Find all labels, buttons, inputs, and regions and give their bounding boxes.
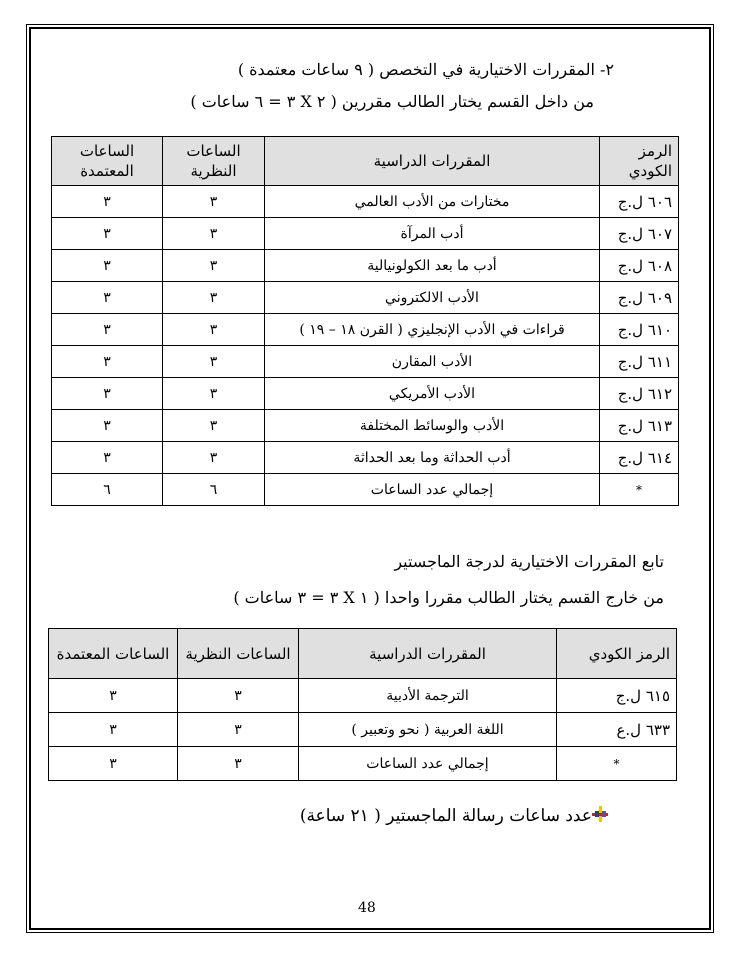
credit-hours: ٣ bbox=[49, 679, 178, 713]
course-code: ٦١٥ ل.ج bbox=[557, 679, 677, 713]
electives-table-internal bbox=[51, 136, 679, 506]
course-name: الأدب والوسائط المختلفة bbox=[265, 410, 600, 442]
table-row bbox=[52, 346, 679, 378]
header-theory-hours: الساعات النظرية bbox=[178, 629, 299, 679]
total-theory-hours: ٦ bbox=[163, 474, 265, 506]
course-name: اللغة العربية ( نحو وتعبير ) bbox=[299, 713, 557, 747]
table-header-row bbox=[52, 137, 679, 186]
credit-hours: ٣ bbox=[52, 314, 163, 346]
credit-hours: ٣ bbox=[52, 442, 163, 474]
table-row bbox=[52, 186, 679, 218]
header-theory-hours: الساعات النظرية bbox=[163, 137, 265, 186]
header-credit-hours: الساعات المعتمدة bbox=[49, 629, 178, 679]
header-course: المقررات الدراسية bbox=[299, 629, 557, 679]
section1-heading: ٢- المقررات الاختيارية في التخصص ( ٩ ساعات معتمدة ) bbox=[237, 60, 614, 79]
table-row bbox=[52, 314, 679, 346]
total-marker: * bbox=[557, 747, 677, 781]
credit-hours: ٣ bbox=[49, 713, 178, 747]
theory-hours: ٣ bbox=[163, 250, 265, 282]
course-name: قراءات في الأدب الإنجليزي ( القرن ١٨ – ١٩ ) bbox=[265, 314, 600, 346]
theory-hours: ٣ bbox=[178, 679, 299, 713]
header-code: الرمز الكودي bbox=[557, 629, 677, 679]
credit-hours: ٣ bbox=[52, 410, 163, 442]
course-code: ٦١٤ ل.ج bbox=[600, 442, 679, 474]
course-name: الأدب الالكتروني bbox=[265, 282, 600, 314]
theory-hours: ٣ bbox=[163, 442, 265, 474]
theory-hours: ٣ bbox=[163, 410, 265, 442]
table-total-row bbox=[52, 474, 679, 506]
course-code: ٦١٢ ل.ج bbox=[600, 378, 679, 410]
course-code: ٦٠٧ ل.ج bbox=[600, 218, 679, 250]
table-row bbox=[52, 378, 679, 410]
course-code: ٦٠٨ ل.ج bbox=[600, 250, 679, 282]
total-marker: * bbox=[600, 474, 679, 506]
colored-square-bullet-icon bbox=[592, 806, 608, 822]
course-name: مختارات من الأدب العالمي bbox=[265, 186, 600, 218]
course-name: الأدب المقارن bbox=[265, 346, 600, 378]
theory-hours: ٣ bbox=[163, 218, 265, 250]
table-total-row bbox=[49, 747, 677, 781]
total-label: إجمالي عدد الساعات bbox=[265, 474, 600, 506]
credit-hours: ٣ bbox=[52, 218, 163, 250]
credit-hours: ٣ bbox=[52, 378, 163, 410]
table-row bbox=[49, 713, 677, 747]
section2-subheading: من خارج القسم يختار الطالب مقررا واحدا ( ١ X ٣ = ٣ ساعات ) bbox=[233, 588, 664, 607]
course-name: أدب ما بعد الكولونيالية bbox=[265, 250, 600, 282]
table-row bbox=[52, 442, 679, 474]
course-code: ٦٠٩ ل.ج bbox=[600, 282, 679, 314]
table-row bbox=[49, 679, 677, 713]
header-course: المقررات الدراسية bbox=[265, 137, 600, 186]
page-number: 48 bbox=[358, 900, 376, 916]
theory-hours: ٣ bbox=[163, 186, 265, 218]
total-theory-hours: ٣ bbox=[178, 747, 299, 781]
credit-hours: ٣ bbox=[52, 250, 163, 282]
theory-hours: ٣ bbox=[178, 713, 299, 747]
course-code: ٦١٣ ل.ج bbox=[600, 410, 679, 442]
course-name: الترجمة الأدبية bbox=[299, 679, 557, 713]
table-header-row bbox=[49, 629, 677, 679]
theory-hours: ٣ bbox=[163, 314, 265, 346]
theory-hours: ٣ bbox=[163, 378, 265, 410]
table-row bbox=[52, 282, 679, 314]
credit-hours: ٣ bbox=[52, 346, 163, 378]
total-credit-hours: ٣ bbox=[49, 747, 178, 781]
electives-table-external bbox=[48, 628, 677, 781]
total-credit-hours: ٦ bbox=[52, 474, 163, 506]
section2-heading: تابع المقررات الاختيارية لدرجة الماجستير bbox=[394, 552, 664, 571]
credit-hours: ٣ bbox=[52, 282, 163, 314]
course-name: أدب الحداثة وما بعد الحداثة bbox=[265, 442, 600, 474]
course-code: ٦١٠ ل.ج bbox=[600, 314, 679, 346]
total-label: إجمالي عدد الساعات bbox=[299, 747, 557, 781]
course-name: أدب المرآة bbox=[265, 218, 600, 250]
course-code: ٦٠٦ ل.ج bbox=[600, 186, 679, 218]
theory-hours: ٣ bbox=[163, 282, 265, 314]
table-row bbox=[52, 250, 679, 282]
header-code: الرمز الكودي bbox=[600, 137, 679, 186]
table-row bbox=[52, 410, 679, 442]
section1-subheading: من داخل القسم يختار الطالب مقررين ( ٢ X ٣ = ٦ ساعات ) bbox=[190, 92, 594, 111]
course-code: ٦١١ ل.ج bbox=[600, 346, 679, 378]
credit-hours: ٣ bbox=[52, 186, 163, 218]
thesis-hours-line: عدد ساعات رسالة الماجستير ( ٢١ ساعة) bbox=[299, 806, 592, 826]
course-code: ٦٣٣ ل.ع bbox=[557, 713, 677, 747]
table-row bbox=[52, 218, 679, 250]
header-credit-hours: الساعات المعتمدة bbox=[52, 137, 163, 186]
theory-hours: ٣ bbox=[163, 346, 265, 378]
course-name: الأدب الأمريكي bbox=[265, 378, 600, 410]
